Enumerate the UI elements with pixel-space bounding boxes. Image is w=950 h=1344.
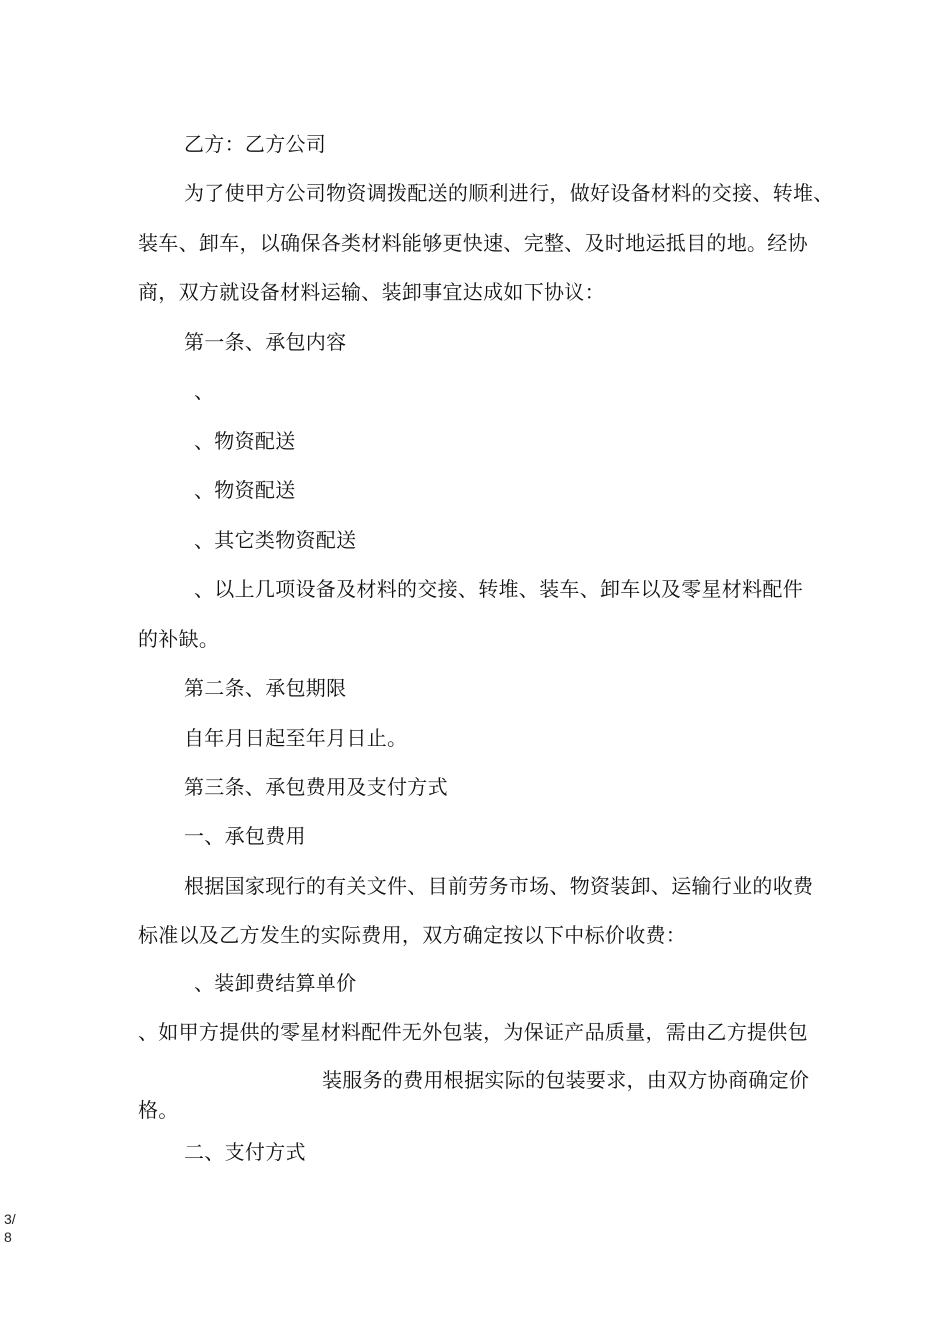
- section-heading-1: 第一条、承包内容: [184, 330, 347, 354]
- paragraph-line: 装车、卸车，以确保各类材料能够更快速、完整、及时地运抵目的地。经协: [138, 231, 808, 255]
- paragraph-line: 标准以及乙方发生的实际费用，双方确定按以下中标价收费：: [138, 923, 687, 947]
- list-item: 、物资配送: [194, 478, 296, 502]
- paragraph-line: 商，双方就设备材料运输、装卸事宜达成如下协议：: [138, 280, 605, 304]
- page-number-top: 3/: [4, 1211, 16, 1227]
- paragraph-line: 为了使甲方公司物资调拨配送的顺利进行，做好设备材料的交接、转堆、: [184, 181, 834, 205]
- list-item: 、物资配送: [194, 429, 296, 453]
- list-item: 、装卸费结算单价: [194, 971, 357, 995]
- subsection-heading: 二、支付方式: [184, 1140, 306, 1164]
- section-heading-3: 第三条、承包费用及支付方式: [184, 775, 448, 799]
- subsection-heading: 一、承包费用: [184, 824, 306, 848]
- party-b-line: 乙方：乙方公司: [184, 132, 327, 156]
- paragraph-line: 的补缺。: [138, 627, 220, 651]
- paragraph-line: 根据国家现行的有关文件、目前劳务市场、物资装卸、运输行业的收费: [184, 874, 814, 898]
- list-item: 、以上几项设备及材料的交接、转堆、装车、卸车以及零星材料配件: [194, 577, 803, 601]
- list-item: 、: [194, 379, 215, 403]
- list-item: 、如甲方提供的零星材料配件无外包装，为保证产品质量，需由乙方提供包: [138, 1020, 808, 1044]
- page-number-bottom: 8: [4, 1229, 12, 1245]
- paragraph-line: 格。: [138, 1098, 179, 1122]
- term-line: 自年月日起至年月日止。: [184, 726, 408, 750]
- list-item: 、其它类物资配送: [194, 528, 357, 552]
- section-heading-2: 第二条、承包期限: [184, 676, 347, 700]
- paragraph-line: 装服务的费用根据实际的包装要求，由双方协商确定价: [322, 1068, 810, 1092]
